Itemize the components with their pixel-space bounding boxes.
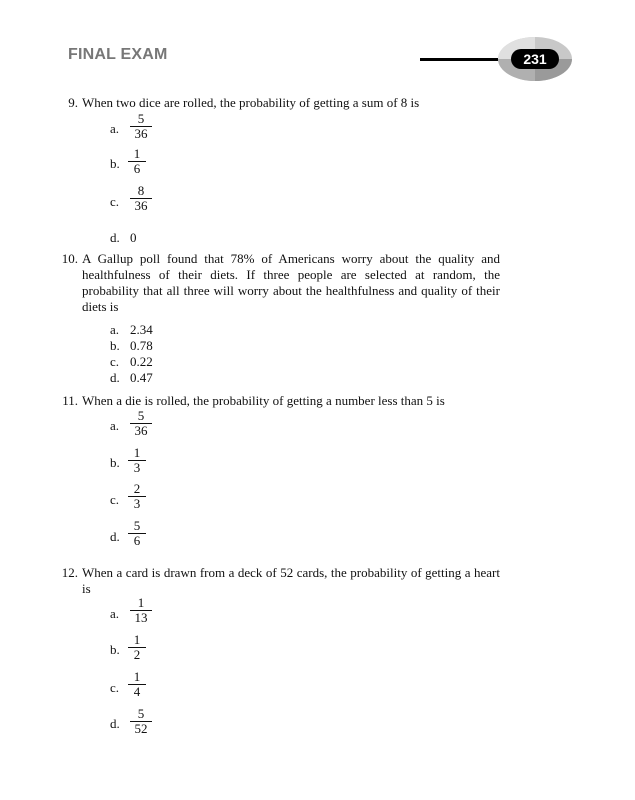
option-fraction: $\frac{8}{36}$ bbox=[130, 184, 152, 213]
question-12 bbox=[61, 565, 500, 597]
question-number: 11. bbox=[62, 393, 78, 408]
option-fraction: $\frac{5}{52}$ bbox=[130, 707, 152, 736]
question-text: When two dice are rolled, the probability of getting a sum of 8 is bbox=[82, 95, 420, 110]
option-fraction: $\frac{1}{4}$ bbox=[128, 670, 146, 699]
question-text: When a die is rolled, the probability of getting a number less than 5 is bbox=[82, 393, 445, 408]
question-number: 12. bbox=[61, 565, 78, 580]
option-fraction: $\frac{1}{3}$ bbox=[128, 446, 146, 475]
option-label: b. bbox=[110, 455, 120, 470]
question-9 bbox=[68, 95, 500, 111]
option-fraction: $\frac{1}{2}$ bbox=[128, 633, 146, 662]
option-label: b. bbox=[110, 156, 120, 171]
option-label: c. bbox=[110, 492, 120, 507]
option-label: c. bbox=[110, 680, 120, 695]
option-fraction: $\frac{5}{36}$ bbox=[130, 409, 152, 438]
option-fraction: $\frac{5}{36}$ bbox=[130, 112, 152, 141]
option-fraction: $\frac{5}{6}$ bbox=[128, 519, 146, 548]
question-11 bbox=[62, 393, 500, 409]
option-fraction: $\frac{1}{6}$ bbox=[128, 147, 146, 176]
question-text: When a card is drawn from a deck of 52 cards, the probability of getting a heart is bbox=[82, 565, 500, 596]
option-label: d. bbox=[110, 716, 120, 731]
page-number: 231 bbox=[523, 51, 547, 67]
option-a: a. 2.34 bbox=[110, 322, 153, 337]
option-fraction: $\frac{2}{3}$ bbox=[128, 482, 146, 511]
question-number: 10. bbox=[61, 251, 78, 266]
section-title: FINAL EXAM bbox=[68, 46, 168, 63]
option-label: a. bbox=[110, 418, 120, 433]
option-d: d. 0 bbox=[110, 230, 137, 245]
option-d: d. 0.47 bbox=[110, 370, 153, 385]
option-label: d. bbox=[110, 529, 120, 544]
option-fraction: $\frac{1}{13}$ bbox=[130, 596, 152, 625]
option-label: a. bbox=[110, 121, 120, 136]
option-label: c. bbox=[110, 194, 120, 209]
option-c: c. 0.22 bbox=[110, 354, 153, 369]
question-text: A Gallup poll found that 78% of Americans worry about the quality and healthfulness of their diets. If three people are selected at random, the probability that all three will worry about the healthfulness and quality of their diets is bbox=[82, 251, 500, 314]
question-number: 9. bbox=[68, 95, 78, 110]
option-b: b. 0.78 bbox=[110, 338, 153, 353]
page-number-badge bbox=[497, 36, 573, 82]
option-label: b. bbox=[110, 642, 120, 657]
option-label: a. bbox=[110, 606, 120, 621]
question-10 bbox=[61, 251, 500, 315]
